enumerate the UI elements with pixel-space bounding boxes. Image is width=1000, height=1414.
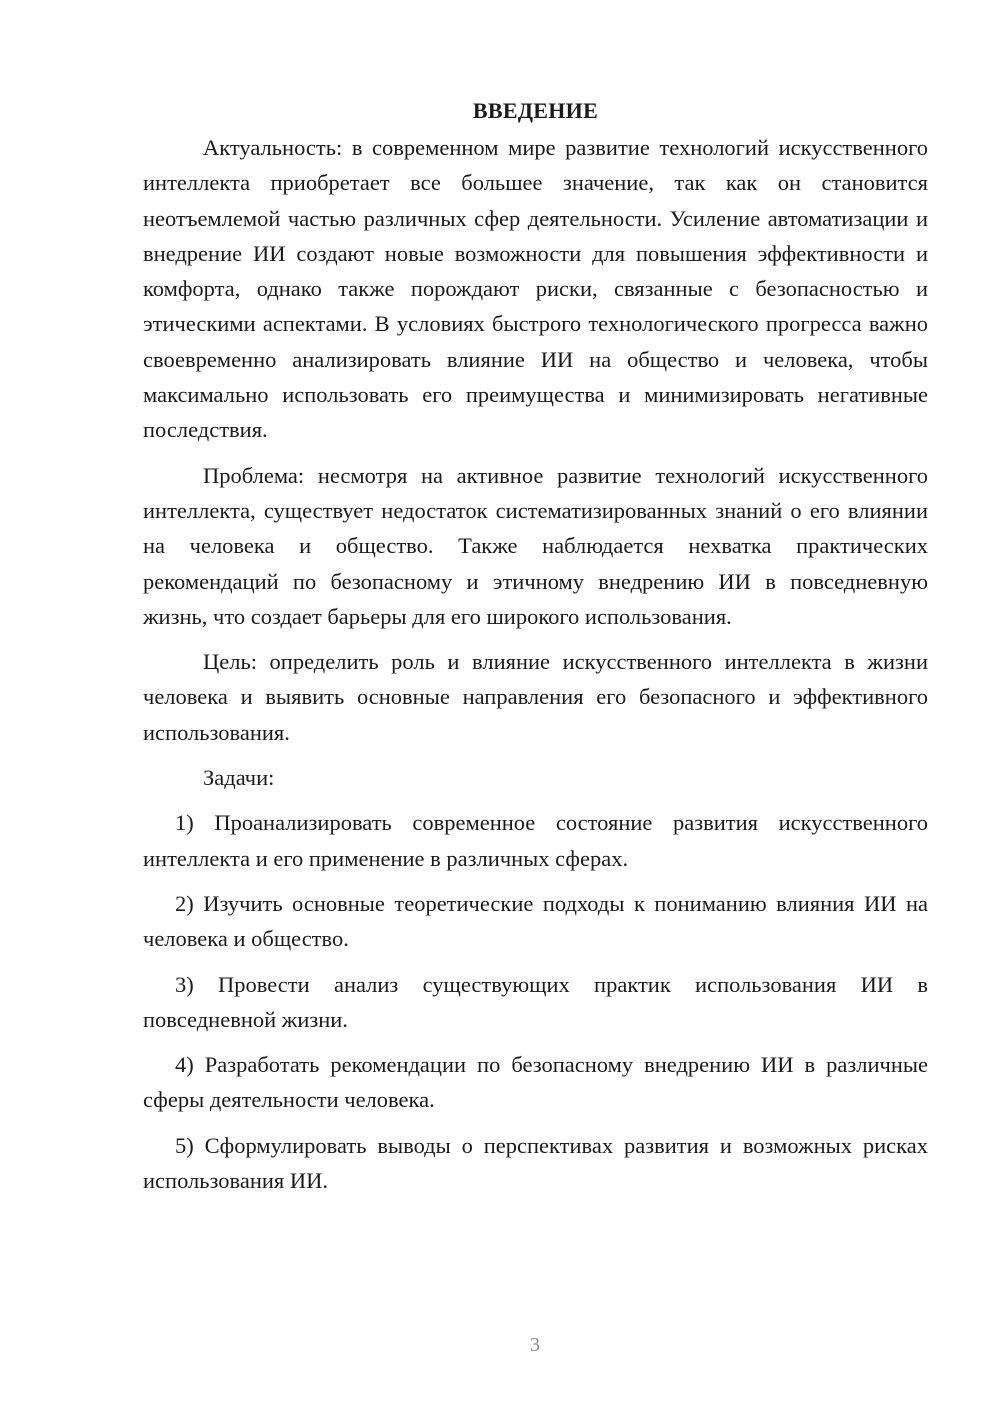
- page-number: 3: [530, 1334, 540, 1356]
- paragraph-problem: Проблема: несмотря на активное развитие технологий искусственного интеллекта, существует недостаток систематизированных знаний о его влиянии на человека и общество. Также наблюдается нехватка практических рекомендаций по безопасному и этичному внедрению ИИ в повседневную жизнь, что создает барьеры для его широкого использования.: [143, 462, 928, 629]
- task-item-1: 1) Проанализировать современное состояние развития искусственного интеллекта и его применение в различных сферах.: [143, 810, 928, 871]
- paragraph-goal: Цель: определить роль и влияние искусственного интеллекта в жизни человека и выявить основные направления его безопасного и эффективного использования.: [143, 649, 928, 745]
- task-item-2: 2) Изучить основные теоретические подходы к пониманию влияния ИИ на человека и общество.: [143, 890, 928, 952]
- page-content: [143, 94, 928, 1198]
- section-heading: ВВЕДЕНИЕ: [472, 98, 599, 123]
- paragraph-relevance: Актуальность: в современном мире развитие технологий искусственного интеллекта приобретает все большее значение, так как он становится неотъемлемой частью различных сфер деятельности. Усиление автоматизации и внедрение ИИ создают новые возможности для повышения эффективности и комфорта, однако также порождают риски, связанные с безопасностью и этическими аспектами. В условиях быстрого технологического прогресса важно своевременно анализировать влияние ИИ на общество и человека, чтобы максимально использовать его преимущества и минимизировать негативные последствия.: [143, 135, 928, 443]
- task-item-3: 3) Провести анализ существующих практик использования ИИ в повседневной жизни.: [143, 971, 928, 1032]
- task-item-5: 5) Сформулировать выводы о перспективах развития и возможных рисках использования ИИ.: [143, 1132, 928, 1194]
- tasks-title: Задачи:: [203, 765, 275, 791]
- task-item-4: 4) Разработать рекомендации по безопасному внедрению ИИ в различные сферы деятельности человека.: [143, 1052, 928, 1113]
